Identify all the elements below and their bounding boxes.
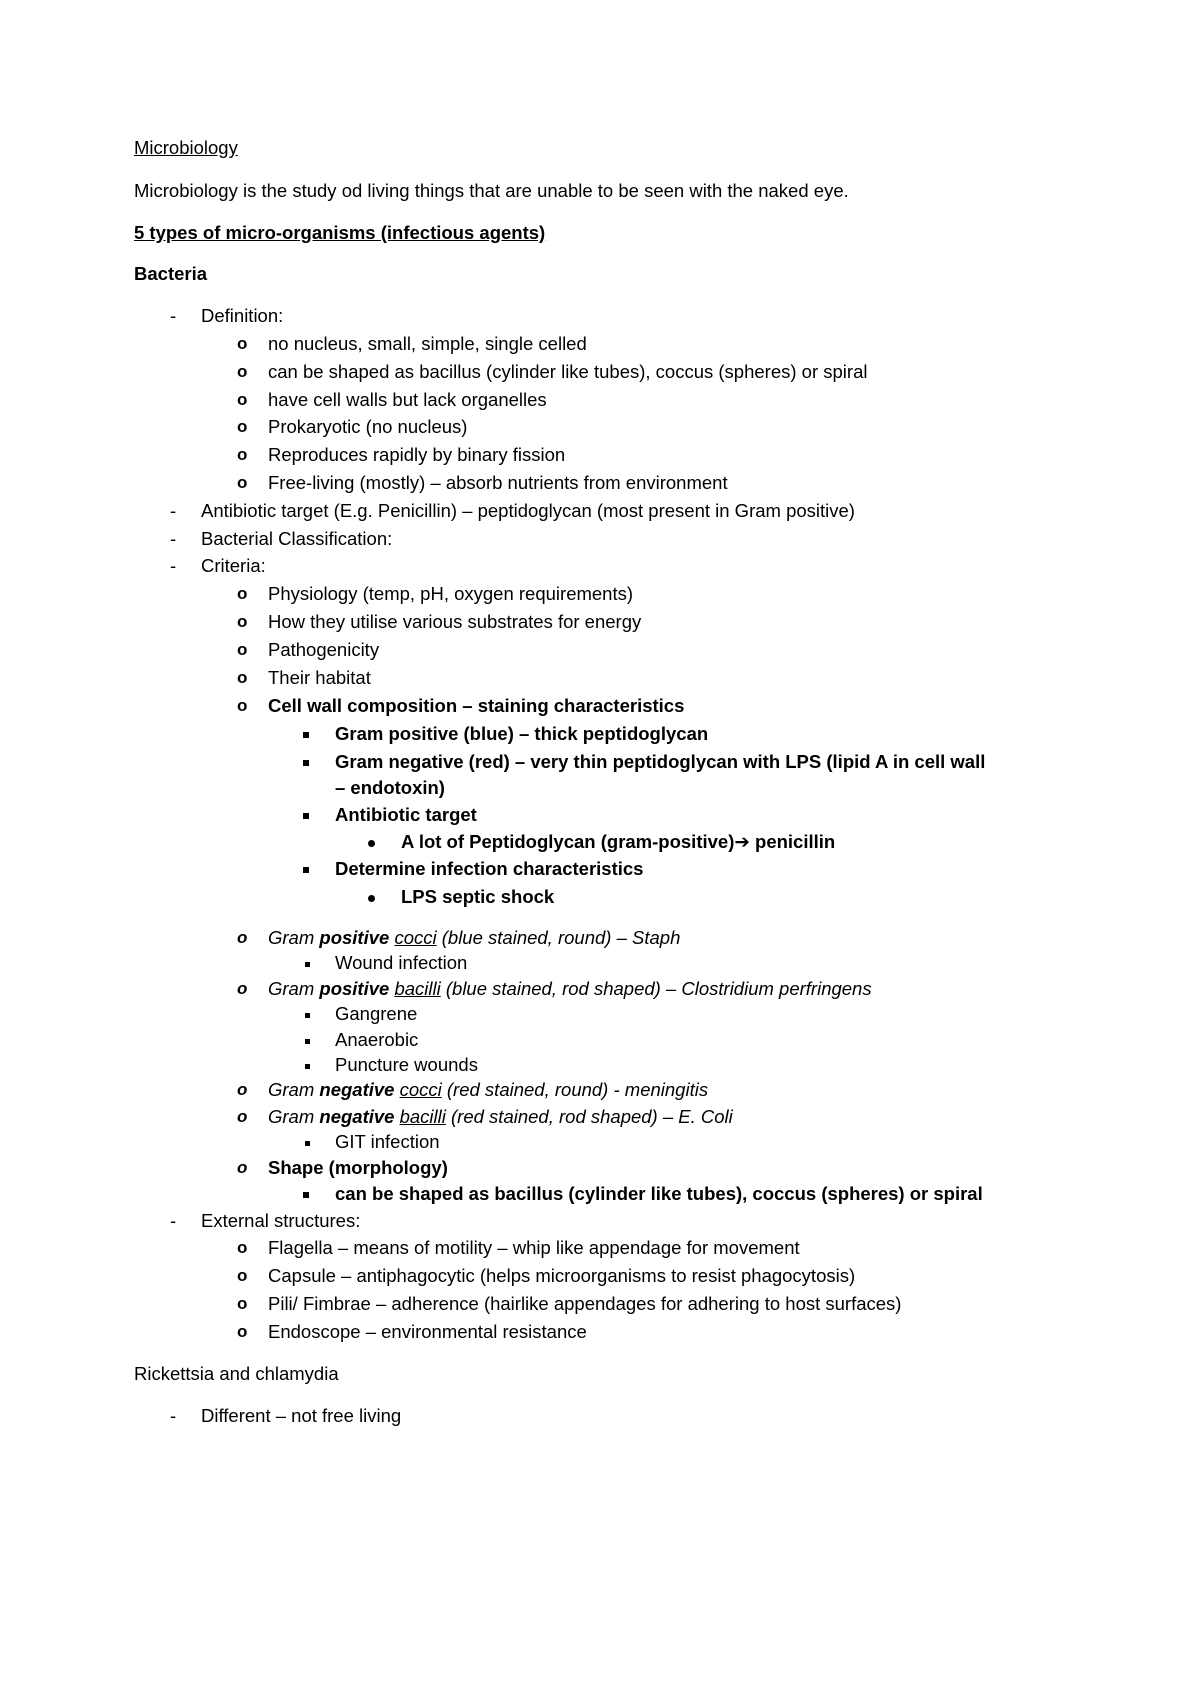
gram-positive-line: Gram positive (blue) – thick peptidoglycan (335, 723, 709, 744)
square-bullet (303, 751, 309, 773)
determine-line: Determine infection characteristics (335, 858, 644, 879)
list-item: Different – not free living (201, 1405, 402, 1426)
penicillin-text: penicillin (749, 831, 836, 852)
cell-wall-line: Cell wall composition – staining characteristics (268, 695, 685, 716)
list-item: can be shaped as bacillus (cylinder like tubes), coccus (spheres) or spiral (268, 361, 868, 382)
dash-bullet: - (170, 1210, 177, 1231)
list-item: Reproduces rapidly by binary fission (268, 444, 566, 465)
square-bullet (305, 1131, 310, 1153)
list-item: GIT infection (335, 1131, 440, 1152)
list-item: Pili/ Fimbrae – adherence (hairlike appendages for adhering to host surfaces) (268, 1293, 902, 1314)
text-run-bold: negative (319, 1106, 395, 1127)
list-item: Their habitat (268, 667, 371, 688)
text-run-underline: cocci (399, 1079, 442, 1100)
bacteria-heading: Bacteria (134, 263, 208, 284)
list-item: Pathogenicity (268, 639, 380, 660)
list-item: Puncture wounds (335, 1054, 478, 1075)
o-bullet: o (237, 584, 248, 603)
o-bullet: o (237, 612, 248, 631)
gram-negative-line: Gram negative (red) – very thin peptidoglycan with LPS (lipid A in cell wall (335, 751, 986, 772)
square-bullet (305, 1054, 310, 1076)
lps-line: LPS septic shock (401, 886, 555, 907)
intro-paragraph: Microbiology is the study od living things that are unable to be seen with the naked eye. (134, 180, 849, 201)
text-run: (blue stained, round) – Staph (436, 927, 681, 948)
antibiotic-target-line: Antibiotic target (E.g. Penicillin) – peptidoglycan (most present in Gram positive) (201, 500, 855, 521)
external-structures-label: External structures: (201, 1210, 361, 1231)
list-item: Prokaryotic (no nucleus) (268, 416, 468, 437)
gram-negative-cocci-line (268, 1079, 708, 1101)
square-bullet (303, 723, 309, 745)
o-bullet: o (237, 445, 248, 464)
o-bullet: o (237, 1322, 248, 1341)
antibiotic-target-sub: Antibiotic target (335, 804, 477, 825)
square-bullet (303, 1183, 309, 1205)
text-run: Gram (268, 1079, 320, 1100)
o-bullet: o (237, 928, 248, 947)
text-run: Gram (268, 1106, 320, 1127)
list-item: How they utilise various substrates for energy (268, 611, 642, 632)
dash-bullet: - (170, 1405, 177, 1426)
dash-bullet: - (170, 528, 177, 549)
list-item: no nucleus, small, simple, single celled (268, 333, 587, 354)
o-bullet: o (237, 390, 248, 409)
text-run: (blue stained, rod shaped) – Clostridium perfringens (440, 978, 872, 999)
shape-line: Shape (morphology) (268, 1157, 448, 1178)
page-title: Microbiology (134, 137, 238, 158)
o-bullet: o (237, 362, 248, 381)
o-bullet: o (237, 1238, 248, 1257)
o-bullet: o (237, 334, 248, 353)
text-run: Gram (268, 978, 320, 999)
dash-bullet: - (170, 555, 177, 576)
gram-negative-bacilli-line (268, 1106, 733, 1128)
round-bullet (368, 886, 375, 908)
o-bullet: o (237, 473, 248, 492)
list-item: have cell walls but lack organelles (268, 389, 547, 410)
o-bullet: o (237, 640, 248, 659)
right-arrow-icon: ➔ (734, 831, 750, 852)
text-run-underline: bacilli (399, 1106, 446, 1127)
peptidoglycan-text: A lot of Peptidoglycan (gram-positive) (401, 831, 735, 852)
peptidoglycan-line (401, 831, 835, 853)
o-bullet: o (237, 979, 248, 998)
list-item: Anaerobic (335, 1029, 419, 1050)
text-run-underline: cocci (394, 927, 437, 948)
gram-positive-bacilli-line (268, 978, 872, 1000)
list-item: Wound infection (335, 952, 468, 973)
square-bullet (305, 1003, 310, 1025)
types-heading: 5 types of micro-organisms (infectious agents) (134, 222, 546, 243)
o-bullet: o (237, 668, 248, 687)
list-item: Free-living (mostly) – absorb nutrients from environment (268, 472, 728, 493)
list-item: Endoscope – environmental resistance (268, 1321, 587, 1342)
list-item: Gangrene (335, 1003, 418, 1024)
text-run: (red stained, round) - meningitis (441, 1079, 709, 1100)
dash-bullet: - (170, 305, 177, 326)
gram-positive-cocci-line (268, 927, 680, 949)
text-run-bold: negative (319, 1079, 395, 1100)
shape-item: can be shaped as bacillus (cylinder like tubes), coccus (spheres) or spiral (335, 1183, 983, 1204)
square-bullet (303, 858, 309, 880)
round-bullet (368, 831, 375, 853)
text-run-underline: bacilli (394, 978, 441, 999)
dash-bullet: - (170, 500, 177, 521)
text-run: Gram (268, 927, 320, 948)
bacterial-classification-line: Bacterial Classification: (201, 528, 393, 549)
o-bullet: o (237, 696, 248, 715)
o-bullet: o (237, 1107, 248, 1126)
square-bullet (305, 1029, 310, 1051)
text-run-bold: positive (319, 927, 390, 948)
text-run-bold: positive (319, 978, 390, 999)
o-bullet: o (237, 417, 248, 436)
rickettsia-heading: Rickettsia and chlamydia (134, 1363, 339, 1384)
o-bullet: o (237, 1080, 248, 1099)
criteria-label: Criteria: (201, 555, 266, 576)
list-item: Flagella – means of motility – whip like appendage for movement (268, 1237, 800, 1258)
o-bullet: o (237, 1266, 248, 1285)
square-bullet (303, 804, 309, 826)
o-bullet: o (237, 1158, 248, 1177)
gram-negative-line-cont: – endotoxin) (335, 777, 445, 798)
text-run: (red stained, rod shaped) – E. Coli (445, 1106, 733, 1127)
list-item: Physiology (temp, pH, oxygen requirements) (268, 583, 634, 604)
list-item: Capsule – antiphagocytic (helps microorganisms to resist phagocytosis) (268, 1265, 856, 1286)
definition-label: Definition: (201, 305, 284, 326)
square-bullet (305, 952, 310, 974)
o-bullet: o (237, 1294, 248, 1313)
